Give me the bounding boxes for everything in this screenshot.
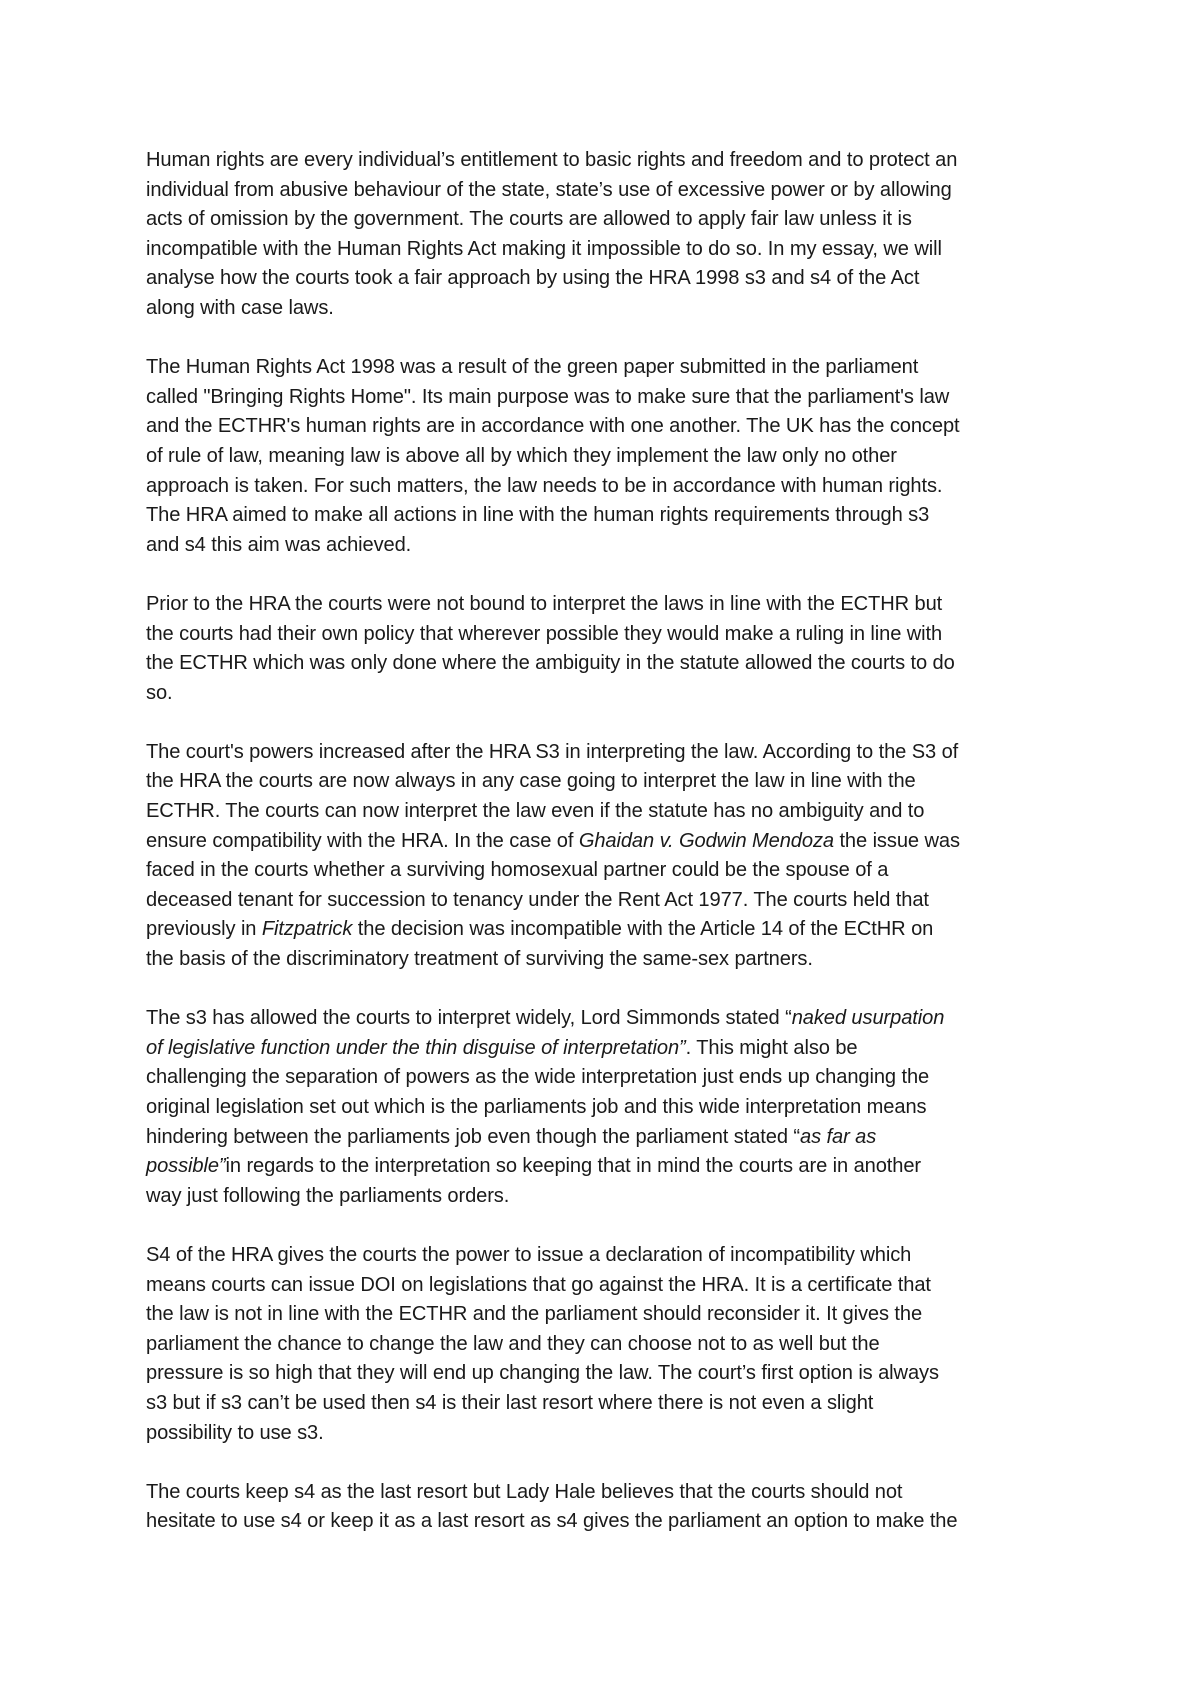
- text-line: [146, 649, 1066, 679]
- text-line: [146, 1419, 1066, 1449]
- text-run: and s4 this aim was achieved.: [146, 533, 412, 556]
- text-run: The courts keep s4 as the last resort but Lady Hale believes that the courts should not: [146, 1480, 903, 1503]
- text-run: The court's powers increased after the HRA S3 in interpreting the law. According to the S3 of: [146, 740, 959, 763]
- essay-body: [146, 146, 1066, 1567]
- text-line: [146, 176, 1066, 206]
- text-run: way just following the parliaments orders.: [146, 1184, 510, 1207]
- text-line: [146, 1241, 1066, 1271]
- text-run: and the ECTHR's human rights are in accordance with one another. The UK has the concept: [146, 415, 960, 438]
- text-run: the courts had their own policy that wherever possible they would make a ruling in line with: [146, 622, 943, 645]
- text-run: hindering between the parliaments job even though the parliament stated “: [146, 1125, 800, 1148]
- text-line: [146, 294, 1066, 324]
- text-run: individual from abusive behaviour of the state, state’s use of excessive power or by allowing: [146, 178, 952, 201]
- text-run: means courts can issue DOI on legislations that go against the HRA. It is a certificate that: [146, 1273, 931, 1296]
- text-run: Human rights are every individual’s entitlement to basic rights and freedom and to protect an: [146, 149, 958, 171]
- text-run: possibility to use s3.: [146, 1421, 324, 1444]
- text-run: the HRA the courts are now always in any case going to interpret the law in line with the: [146, 770, 916, 793]
- text-run: The s3 has allowed the courts to interpret widely, Lord Simmonds stated “: [146, 1007, 792, 1030]
- text-line: [146, 442, 1066, 472]
- text-run: in regards to the interpretation so keeping that in mind the courts are in another: [225, 1155, 922, 1178]
- text-run: the decision was incompatible with the Article 14 of the ECtHR on: [352, 918, 934, 941]
- text-line: [146, 767, 1066, 797]
- text-run: original legislation set out which is the parliaments job and this wide interpretation means: [146, 1096, 927, 1118]
- italic-text: Fitzpatrick: [261, 918, 353, 941]
- text-line: [146, 886, 1066, 916]
- text-line: [146, 856, 1066, 886]
- text-run: the issue was: [833, 829, 960, 852]
- text-run: the law is not in line with the ECTHR and the parliament should reconsider it. It gives the: [146, 1303, 923, 1326]
- text-line: [146, 797, 1066, 827]
- text-run: Prior to the HRA the courts were not bound to interpret the laws in line with the ECTHR but: [146, 592, 943, 615]
- text-run: S4 of the HRA gives the courts the power to issue a declaration of incompatibility which: [146, 1243, 912, 1266]
- text-line: [146, 590, 1066, 620]
- text-line: [146, 945, 1066, 975]
- text-line: [146, 1478, 1066, 1508]
- text-line: [146, 679, 1066, 709]
- text-line: [146, 146, 1066, 176]
- text-line: [146, 205, 1066, 235]
- paragraph-intro: [146, 146, 1066, 324]
- paragraph-s3-wide-interpretation: [146, 1004, 1066, 1211]
- text-run: the ECTHR which was only done where the ambiguity in the statute allowed the courts to do: [146, 652, 955, 675]
- text-line: [146, 1389, 1066, 1419]
- text-run: ECTHR. The courts can now interpret the law even if the statute has no ambiguity and to: [146, 800, 925, 823]
- text-run: The Human Rights Act 1998 was a result of the green paper submitted in the parliament: [146, 356, 919, 379]
- text-line: [146, 827, 1066, 857]
- text-line: [146, 383, 1066, 413]
- text-line: [146, 501, 1066, 531]
- text-line: [146, 1004, 1066, 1034]
- text-line: [146, 1034, 1066, 1064]
- text-run: the basis of the discriminatory treatment of surviving the same-sex partners.: [146, 948, 813, 971]
- text-run: deceased tenant for succession to tenancy under the Rent Act 1977. The courts held that: [146, 888, 929, 911]
- text-line: [146, 353, 1066, 383]
- text-line: [146, 412, 1066, 442]
- paragraph-prior-to-hra: [146, 590, 1066, 708]
- italic-text: as far as: [800, 1125, 877, 1148]
- italic-text: of legislative function under the thin disguise of interpretation”: [146, 1036, 686, 1059]
- text-run: along with case laws.: [146, 296, 334, 319]
- paragraph-s3-powers: [146, 738, 1066, 975]
- text-line: [146, 1123, 1066, 1153]
- italic-text: Ghaidan v. Godwin Mendoza: [578, 829, 834, 852]
- paragraph-hra-background: [146, 353, 1066, 560]
- text-run: of rule of law, meaning law is above all by which they implement the law only no other: [146, 444, 897, 467]
- text-run: incompatible with the Human Rights Act making it impossible to do so. In my essay, we will: [146, 237, 942, 260]
- text-run: challenging the separation of powers as the wide interpretation just ends up changing the: [146, 1066, 930, 1089]
- text-run: analyse how the courts took a fair approach by using the HRA 1998 s3 and s4 of the Act: [146, 267, 920, 290]
- text-run: ensure compatibility with the HRA. In the case of: [146, 829, 579, 852]
- text-line: [146, 1330, 1066, 1360]
- text-run: previously in: [146, 918, 262, 941]
- text-line: [146, 1300, 1066, 1330]
- text-run: acts of omission by the government. The courts are allowed to apply fair law unless it is: [146, 208, 912, 231]
- text-line: [146, 264, 1066, 294]
- text-run: pressure is so high that they will end up changing the law. The court’s first option is always: [146, 1362, 939, 1385]
- paragraph-lady-hale: [146, 1478, 1066, 1537]
- paragraph-s4-declaration: [146, 1241, 1066, 1448]
- text-run: approach is taken. For such matters, the law needs to be in accordance with human rights.: [146, 474, 943, 497]
- text-line: [146, 738, 1066, 768]
- text-run: faced in the courts whether a surviving homosexual partner could be the spouse of a: [146, 859, 889, 882]
- text-line: [146, 620, 1066, 650]
- text-run: so.: [146, 681, 173, 704]
- text-line: [146, 1063, 1066, 1093]
- text-run: s3 but if s3 can’t be used then s4 is their last resort where there is not even a slight: [146, 1391, 874, 1414]
- text-line: [146, 472, 1066, 502]
- text-line: [146, 1271, 1066, 1301]
- text-line: [146, 1152, 1066, 1182]
- text-line: [146, 235, 1066, 265]
- text-line: [146, 1507, 1066, 1537]
- italic-text: possible”: [146, 1155, 226, 1178]
- text-run: parliament the chance to change the law and they can choose not to as well but the: [146, 1332, 880, 1355]
- italic-text: naked usurpation: [791, 1007, 945, 1030]
- text-line: [146, 915, 1066, 945]
- text-run: . This might also be: [685, 1036, 858, 1059]
- text-line: [146, 1093, 1066, 1123]
- text-line: [146, 1182, 1066, 1212]
- text-line: [146, 531, 1066, 561]
- text-run: The HRA aimed to make all actions in line with the human rights requirements through s3: [146, 504, 930, 527]
- text-run: called "Bringing Rights Home". Its main purpose was to make sure that the parliament's law: [146, 385, 950, 408]
- text-run: hesitate to use s4 or keep it as a last resort as s4 gives the parliament an option to make the: [146, 1510, 958, 1533]
- text-line: [146, 1359, 1066, 1389]
